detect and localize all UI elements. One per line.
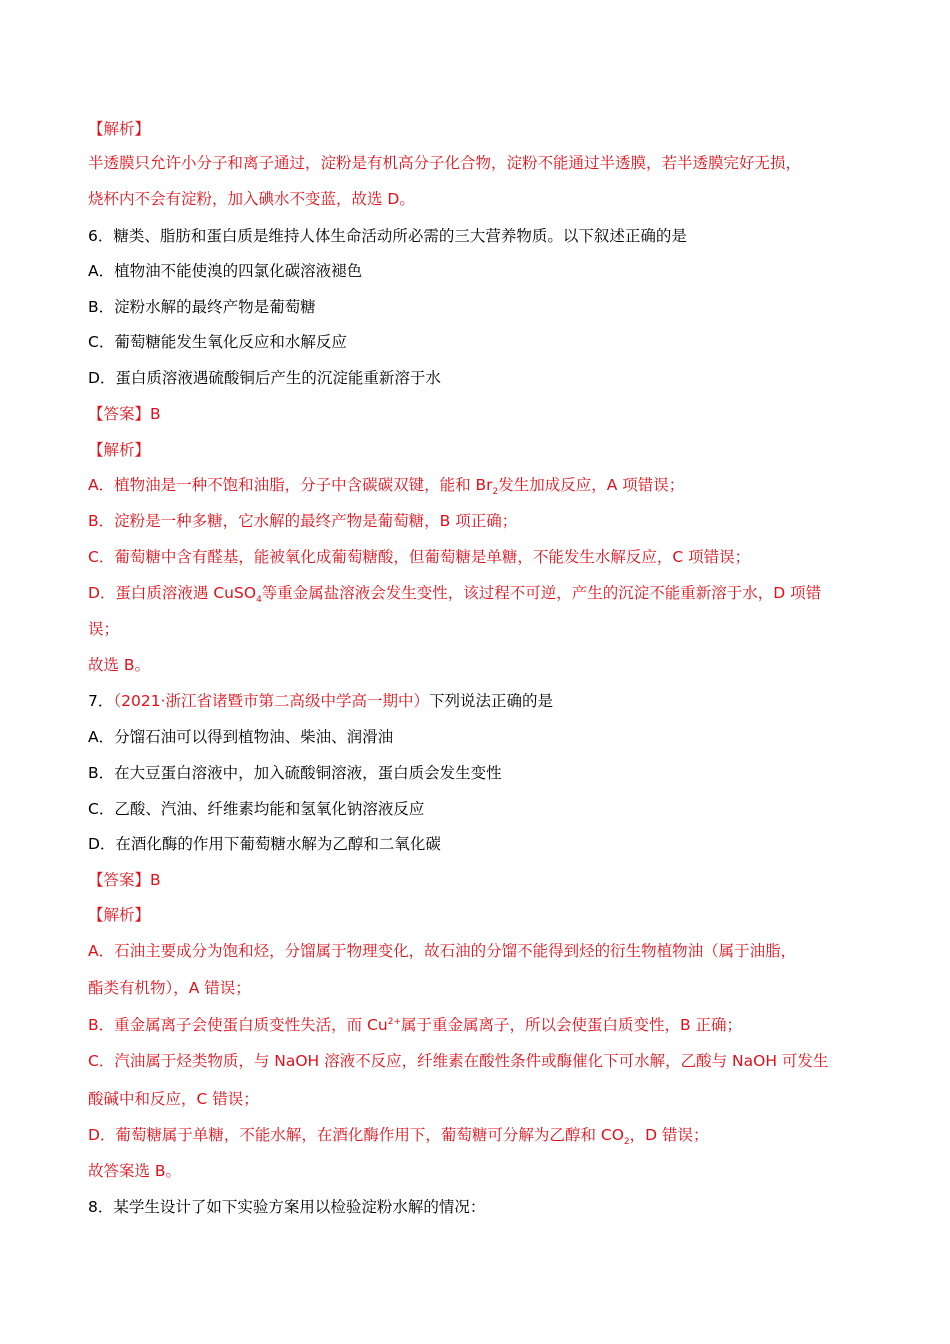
q6-explain-d-pre: D．蛋白质溶液遇 CuSO (88, 584, 257, 602)
q7-explain-a-1: A．石油主要成分为饱和烃，分馏属于物理变化，故石油的分馏不能得到烃的衍生物植物油（属于油脂， (88, 942, 797, 960)
q5-explain-line-1: 半透膜只允许小分子和离子通过，淀粉是有机高分子化合物，淀粉不能通过半透膜，若半透膜完好无损， (88, 154, 802, 172)
q7-explain-b-pre: B．重金属离子会使蛋白质变性失活，而 Cu (88, 1016, 388, 1034)
q7-option-c: C．乙酸、汽油、纤维素均能和氢氧化钠溶液反应 (88, 800, 425, 818)
q6-stem: 6．糖类、脂肪和蛋白质是维持人体生命活动所必需的三大营养物质。以下叙述正确的是 (88, 227, 687, 245)
q6-explain-d-sub: 4 (256, 595, 262, 606)
q7-explain-d-post: ，D 错误； (629, 1126, 709, 1144)
q6-answer-value: B (150, 405, 161, 423)
q5-explain-label: 【解析】 (88, 120, 151, 138)
q6-option-a: A．植物油不能使溴的四氯化碳溶液褪色 (88, 262, 363, 280)
q7-explain-b (88, 1014, 742, 1036)
q6-explain-a (88, 474, 684, 496)
q5-explain-line-2: 烧杯内不会有淀粉，加入碘水不变蓝，故选 D。 (88, 190, 415, 208)
q6-answer (88, 403, 161, 425)
q8-stem: 8．某学生设计了如下实验方案用以检验淀粉水解的情况： (88, 1198, 486, 1216)
q7-explain-d (88, 1124, 709, 1146)
q6-explain-a-post: 发生加成反应，A 项错误； (498, 476, 685, 494)
q6-explain-c: C．葡萄糖中含有醛基，能被氧化成葡萄糖酸，但葡萄糖是单糖，不能发生水解反应，C 项错误； (88, 548, 751, 566)
q6-option-d: D．蛋白质溶液遇硫酸铜后产生的沉淀能重新溶于水 (88, 369, 441, 387)
q6-explain-d (88, 582, 821, 604)
q6-explain-d-cont: 误； (88, 620, 120, 638)
q6-explain-a-pre: A．植物油是一种不饱和油脂，分子中含碳碳双键，能和 Br (88, 476, 493, 494)
q7-source: （2021·浙江省诸暨市第二高级中学高一期中） (113, 692, 429, 710)
q7-option-d: D．在酒化酶的作用下葡萄糖水解为乙醇和二氧化碳 (88, 835, 441, 853)
q7-answer-label: 【答案】 (88, 871, 151, 889)
q7-answer (88, 869, 161, 891)
q7-explain-b-sup: 2+ (387, 1016, 401, 1027)
q7-explain-label: 【解析】 (88, 906, 151, 924)
q6-option-c: C．葡萄糖能发生氧化反应和水解反应 (88, 333, 347, 351)
q7-answer-value: B (150, 871, 161, 889)
q7-option-b: B．在大豆蛋白溶液中，加入硫酸铜溶液，蛋白质会发生变性 (88, 764, 502, 782)
q6-explain-a-sub: 2 (492, 487, 499, 498)
q7-stem-text: 下列说法正确的是 (429, 692, 554, 710)
q7-explain-b-post: 属于重金属离子，所以会使蛋白质变性，B 正确； (401, 1016, 743, 1034)
q7-option-a: A．分馏石油可以得到植物油、柴油、润滑油 (88, 728, 394, 746)
q7-explain-d-pre: D．葡萄糖属于单糖，不能水解，在酒化酶作用下，葡萄糖可分解为乙醇和 CO (88, 1126, 624, 1144)
q7-explain-d-sub: 2 (623, 1137, 630, 1148)
q7-explain-c-1: C．汽油属于烃类物质，与 NaOH 溶液不反应，纤维素在酸性条件或酶催化下可水解，乙酸与 NaOH 可发生 (88, 1052, 829, 1070)
q6-explain-label: 【解析】 (88, 441, 151, 459)
q6-answer-label: 【答案】 (88, 405, 151, 423)
q7-stem (88, 690, 553, 712)
q7-conclusion: 故答案选 B。 (88, 1162, 182, 1180)
q7-number: 7． (88, 692, 114, 710)
q7-explain-c-2: 酸碱中和反应，C 错误； (88, 1090, 259, 1108)
q6-option-b: B．淀粉水解的最终产物是葡萄糖 (88, 298, 316, 316)
q6-explain-d-post: 等重金属盐溶液会发生变性，该过程不可逆，产生的沉淀不能重新溶于水，D 项错 (261, 584, 822, 602)
q6-conclusion: 故选 B。 (88, 656, 151, 674)
q7-explain-a-2: 酯类有机物），A 错误； (88, 979, 251, 997)
q6-explain-b: B．淀粉是一种多糖，它水解的最终产物是葡萄糖，B 项正确； (88, 512, 518, 530)
